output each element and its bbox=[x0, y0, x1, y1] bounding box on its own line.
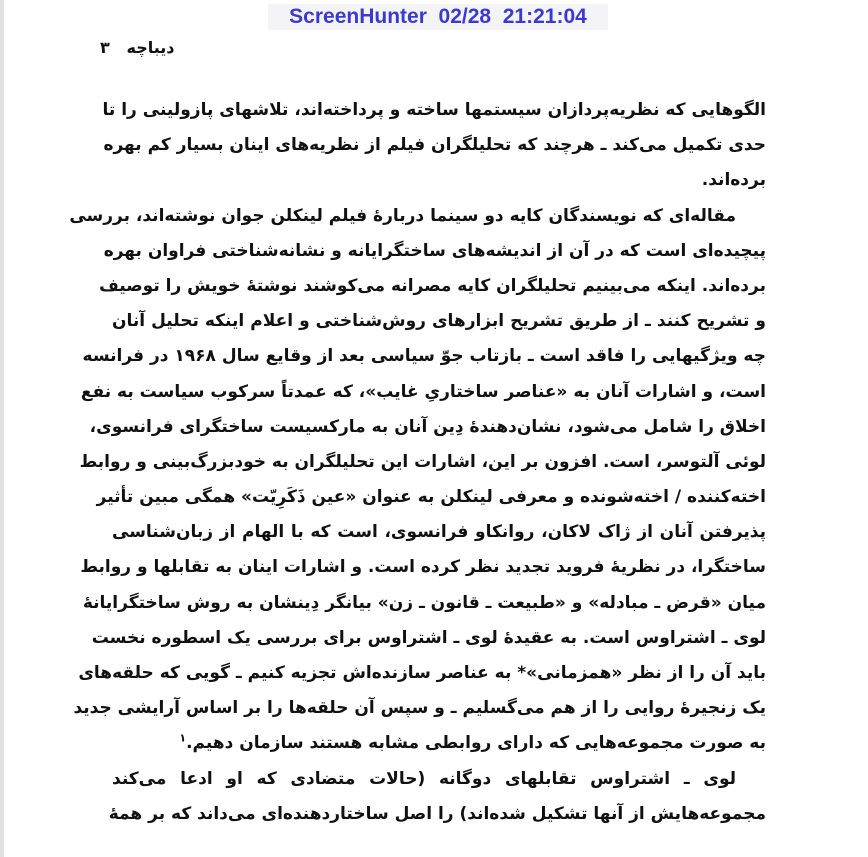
text-line: ساختگرا، در نظریهٔ فروید تجدید نظر کرده است. و اشارات اینان به تقابلها و روابط bbox=[80, 557, 766, 578]
text-line: مقاله‌ای که نویسندگان کایه دو سینما دربارهٔ فیلم لینکلن جوان نوشته‌اند، بررسی bbox=[69, 205, 736, 226]
text-line: الگوهایی که نظریه‌پردازان سیستمها ساخته و پرداخته‌اند، تلاشهای پازولینی را تا bbox=[102, 100, 766, 120]
footnote-marker[interactable]: ۱ bbox=[179, 731, 187, 745]
text-line: چه ویژگیهایی را فاقد است ـ بازتاب جوّ سیاسی بعد از وقایع سال ۱۹۶۸ در فرانسه bbox=[82, 346, 766, 367]
text-line: اخلاق را شامل می‌شود، نشان‌دهندهٔ دِین آنان به مارکسیست ساختگرای فرانسوی، bbox=[89, 416, 766, 437]
text-line: میان «قرض ـ مبادله» و «طبیعت ـ قانون ـ زن» بیانگر دِینشان به روش ساختگرایانهٔ bbox=[82, 592, 766, 613]
text-line: یک زنجیرهٔ روایی را از هم می‌گسلیم ـ و سپس آن حلقه‌ها را بر اساس آرایشی جدید bbox=[73, 698, 766, 719]
text-line: پیچیده‌ای است که در آن از اندیشه‌های ساختگرایانه و نشانه‌شناختی فراوان بهره bbox=[103, 240, 766, 261]
text-line: لوی ـ اشتراوس تقابلهای دوگانه (حالات متضادی که او ادعا می‌کند bbox=[112, 768, 736, 789]
text-line: برده‌اند. bbox=[701, 170, 766, 191]
text-line: و تشریح کنند ـ از طریق تشریح ابزارهای روش‌شناختی و اعلام اینکه تحلیل آنان bbox=[112, 311, 766, 332]
text-line: لوی ـ اشتراوس است. به عقیدهٔ لوی ـ اشتراوس برای بررسی یک اسطوره نخست bbox=[91, 627, 766, 648]
text-line: باید آن را از نظر «همزمانی»* به عناصر سازنده‌اش تجزیه کنیم ـ گویی که حلقه‌های bbox=[78, 663, 766, 683]
window-left-border bbox=[0, 0, 4, 857]
page-number: ۳ bbox=[100, 38, 110, 57]
text-line: اخته‌کننده / اخته‌شونده و معرفی لینکلن به عنوان «عین ذَکَرِیّت» همگی مبین تأثیر bbox=[96, 487, 766, 508]
chapter-title: دیباچه bbox=[126, 38, 175, 57]
text-line: به صورت مجموعه‌هایی که دارای روابطی مشابه هستند سازمان دهیم. bbox=[186, 733, 766, 754]
text-line: برده‌اند. اینکه می‌بینیم تحلیلگران کایه مصرانه می‌کوشند نوشتهٔ خویش را توصیف bbox=[99, 275, 766, 296]
text-line-with-footnote bbox=[112, 725, 766, 760]
text-line: پذیرفتن آنان از ژاک لاکان، روانکاو فرانسوی، است که با الهام از زبان‌شناسی bbox=[112, 522, 766, 543]
screenhunter-watermark: ScreenHunter 02/28 21:21:04 bbox=[268, 4, 608, 30]
text-line: حدی تکمیل می‌کند ـ هرچند که تحلیلگران فیلم از نظریه‌های اینان بسیار کم بهره bbox=[103, 135, 766, 156]
text-line: مجموعه‌هایش از آنها تشکیل شده‌اند) را اصل ساختاردهنده‌ای می‌داند که بر همهٔ bbox=[108, 803, 766, 824]
text-line: لوئی آلتوسر، است. افزون بر این، اشارات این تحلیلگران به خودبزرگ‌بینی و روابط bbox=[79, 451, 766, 472]
page-body bbox=[69, 92, 766, 831]
text-line: است، و اشارات آنان به «عناصر ساختاریِ غایب»، که عمدتاً سرکوب سیاست به نفع bbox=[80, 381, 766, 402]
running-head bbox=[100, 38, 174, 57]
